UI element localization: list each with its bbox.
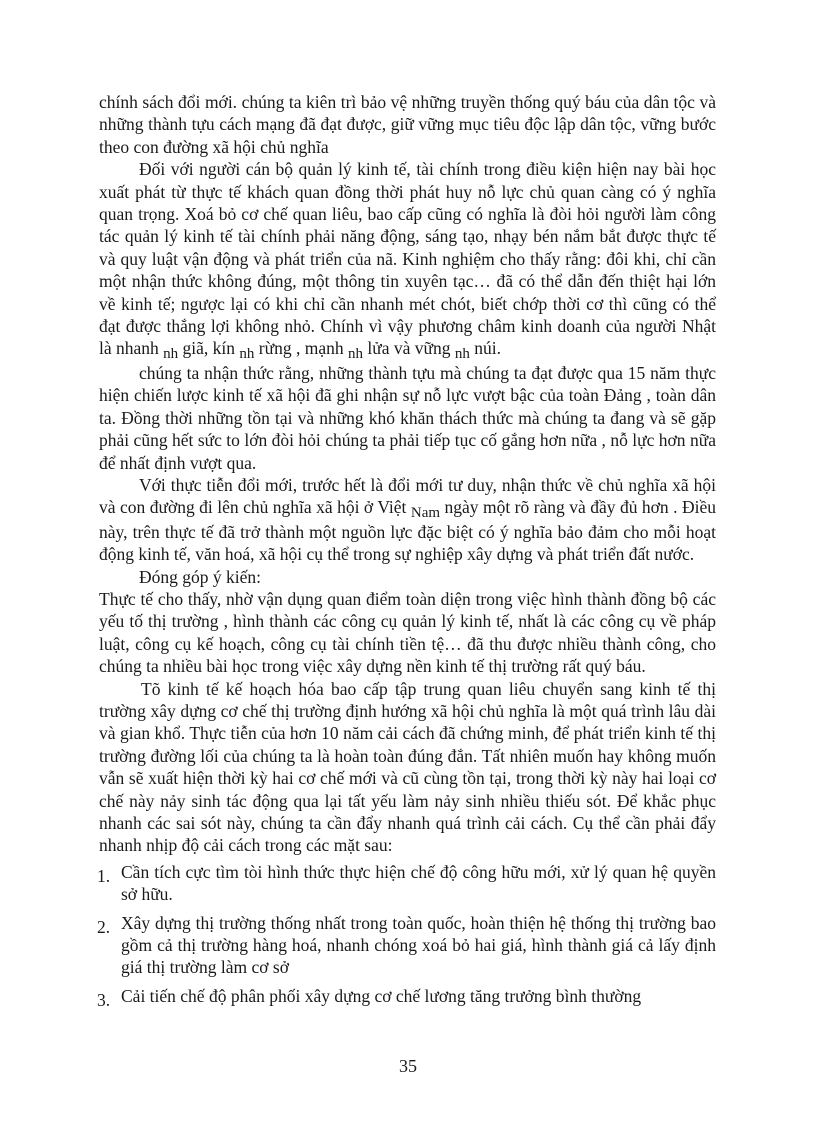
page-number: 35 [399,1056,417,1076]
list-item [97,985,716,1010]
list-item [99,912,716,979]
list-item-text: Cải tiến chế độ phân phối xây dựng cơ chế lương tăng trưởng bình thường [121,985,642,1006]
paragraph-1: chính sách đổi mới. chúng ta kiên trì bảo vệ những truyền thống quý báu của dân tộc và những thành tựu cách mạng đã đạt được, giữ vững mục tiêu độc lập dân tộc, vững bước theo con đường xã hội chủ nghĩa [99,92,716,157]
list-item-number: 1. [97,865,111,886]
numbered-list [97,861,716,1010]
paragraph-2-text: Đối với người cán bộ quản lý kinh tế, tài chính trong điều kiện hiện nay bài học xuất phát từ thực tế khách quan đồng thời phát huy nỗ lực chủ quan càng có ý nghĩa quan trọng. Xoá bỏ cơ chế quan liêu, bao cấp cũng có nghĩa là đòi hỏi người làm công tác quản lý kinh tế tài chính phải năng động, sáng tạo, nhạy bén nắm bắt được thực tế và quy luật vận động và phát triển của nã. Kinh nghiệm cho thấy rằng: đôi khi, chỉ cần một nhận thức không đúng, một thông tin xuyên tạc… đã có thể dẫn đến thiệt hại lớn về kinh tế; ngược lại có khi chỉ cần nhanh mét chót, biết chớp thời cơ thì cũng có thể đạt được thắng lợi không nhỏ. Chính vì vậy phương châm kinh doanh của người Nhật là nhanh [99,159,716,359]
subscript-nh: nh [454,346,470,363]
paragraph-4-text: Với thực tiễn đổi mới, trước hết là đổi mới tư duy, nhận thức về chủ nghĩa xã hội và con đường đi lên chủ nghĩa xã hội ở Việt [99,474,716,518]
subscript-nam: Nam [410,505,441,522]
paragraph-2-text-5: núi. [469,338,501,359]
paragraph-6: Tõ kinh tế kế hoạch hóa bao cấp tập trung quan liêu chuyển sang kinh tế thị trường xây dựng cơ chế thị trường định hướng xã hội chủ nghĩa là một quá trình lâu dài và gian khổ. Thực tiễn của hơn 10 năm cải cách đã chứng minh, để phát triển kinh tế thị trường đường lối của chúng ta là hoàn toàn đúng đắn. Tất nhiên muốn hay không muốn vẫn sẽ xuất hiện thời kỳ hai cơ chế mới và cũ cùng tồn tại, trong thời kỳ này hai loại cơ chế này nảy sinh tác động qua lại tất yếu làm nảy sinh nhiều thiếu sót. Để khắc phục nhanh các sai sót này, chúng ta cần đẩy nhanh quá trình cải cách. Cụ thể cần phải đẩy nhanh nhịp độ cải cách trong các mặt sau: [99,678,716,856]
subscript-nh: nh [163,346,179,363]
paragraph-3: chúng ta nhận thức rằng, những thành tựu mà chúng ta đạt được qua 15 năm thực hiện chiến lược kinh tế xã hội đã ghi nhận sự nỗ lực vượt bậc của toàn Đảng , toàn dân ta. Đồng thời những tồn tại và những khó khăn thách thức mà chúng ta đang và sẽ gặp phải cũng hết sức to lớn đòi hỏi chúng ta phải tiếp tục cố gắng hơn nữa , nỗ lực hơn nữa để nhất định vượt qua. [99,362,716,473]
paragraph-2-text-4: lửa và vững [362,338,451,359]
section-heading: Đóng góp ý kiến: [139,566,262,587]
subscript-nh: nh [347,346,363,363]
paragraph-2 [99,158,716,362]
paragraph-4 [99,474,716,566]
paragraph-5: Thực tế cho thấy, nhờ vận dụng quan điểm toàn diện trong việc hình thành đồng bộ các yếu tố thị trường , hình thành các công cụ quản lý kinh tế, nhất là các công cụ về pháp luật, công cụ kế hoạch, công cụ tài chính tiền tệ… đã thu được nhiều thành công, cho chúng ta nhiều bài học trong việc xây dựng nền kinh tế thị trường rất quý báu. [99,588,716,677]
list-item-text: Cần tích cực tìm tòi hình thức thực hiện chế độ công hữu mới, xử lý quan hệ quyền sở hữu. [121,861,716,905]
list-item-text: Xây dựng thị trường thống nhất trong toàn quốc, hoàn thiện hệ thống thị trường bao gồm cả thị trường hàng hoá, nhanh chóng xoá bỏ hai giá, hình thành giá cả lấy định giá thị trường làm cơ sở [121,912,716,978]
paragraph-2-text-2: giã, kín [178,338,236,359]
list-item-number: 2. [97,916,111,937]
paragraph-4-text-2: ngày một rõ ràng và đầy đủ hơn . Điều này, trên thực tế đã trở thành một nguồn lực đặc biệt có ý nghĩa bảo đảm cho mỗi hoạt động kinh tế, văn hoá, xã hội cụ thể trong sự nghiệp xây dựng và phát triển đất nước. [99,497,716,565]
subscript-nh: nh [239,346,255,363]
document-body [99,91,716,1013]
list-item-number: 3. [97,989,111,1010]
paragraph-2-text-3: rừng , mạnh [254,338,344,359]
list-item [99,861,716,906]
